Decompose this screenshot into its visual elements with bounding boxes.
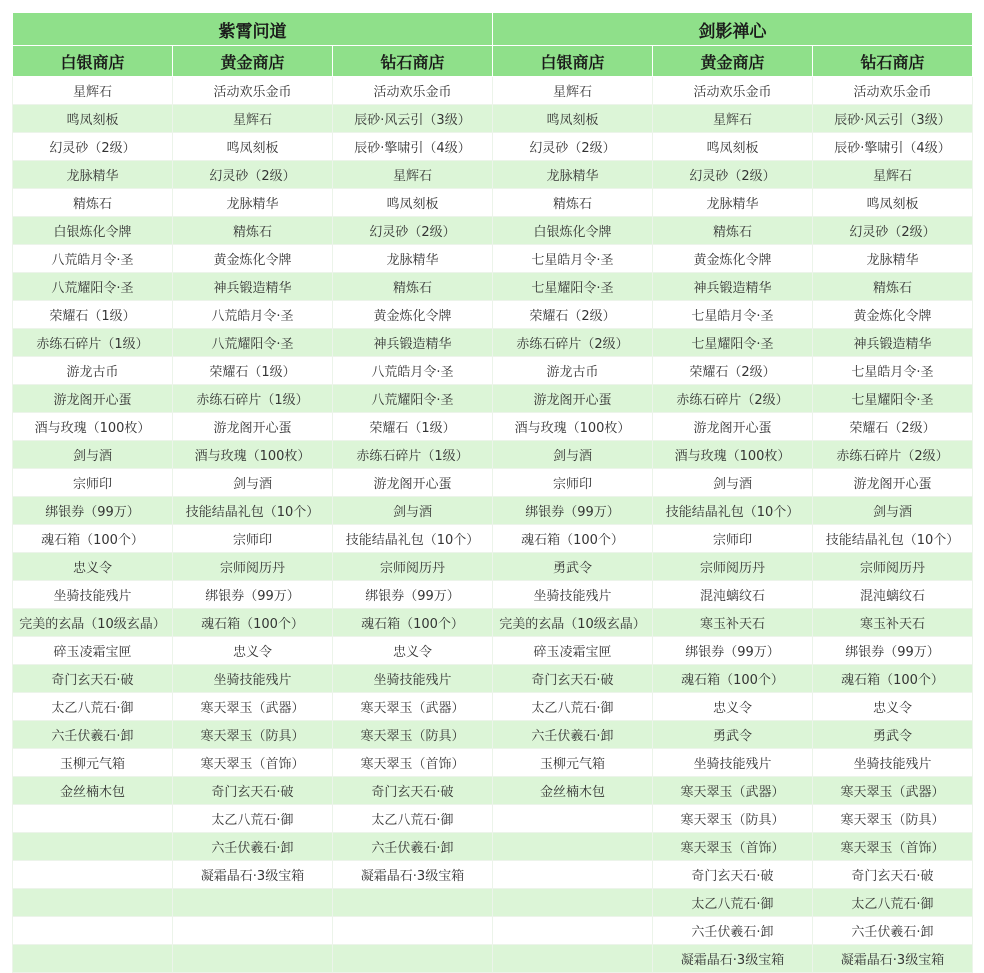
table-cell: 绑银券（99万） — [493, 497, 653, 525]
table-cell: 宗师阅历丹 — [173, 553, 333, 581]
shop-header-diamond: 钻石商店 — [813, 46, 973, 77]
table-row — [13, 77, 973, 105]
table-cell: 魂石箱（100个） — [493, 525, 653, 553]
shop-header-silver: 白银商店 — [13, 46, 173, 77]
table-cell: 宗师阅历丹 — [333, 553, 493, 581]
table-cell: 星辉石 — [333, 161, 493, 189]
shop-header-silver: 白银商店 — [493, 46, 653, 77]
table-cell: 宗师印 — [653, 525, 813, 553]
table-cell: 赤练石碎片（1级） — [13, 329, 173, 357]
table-cell: 寒天翠玉（武器） — [333, 693, 493, 721]
table-cell: 坐骑技能残片 — [813, 749, 973, 777]
table-cell: 星辉石 — [493, 77, 653, 105]
table-cell — [13, 833, 173, 861]
table-cell: 六壬伏羲石·卸 — [333, 833, 493, 861]
table-row — [13, 805, 973, 833]
table-cell: 技能结晶礼包（10个） — [653, 497, 813, 525]
table-cell: 完美的玄晶（10级玄晶） — [13, 609, 173, 637]
table-cell: 八荒耀阳令·圣 — [173, 329, 333, 357]
table-cell: 剑与酒 — [13, 441, 173, 469]
table-cell: 酒与玫瑰（100枚） — [493, 413, 653, 441]
table-cell: 龙脉精华 — [493, 161, 653, 189]
table-cell: 奇门玄天石·破 — [653, 861, 813, 889]
table-cell: 酒与玫瑰（100枚） — [653, 441, 813, 469]
table-cell: 太乙八荒石·御 — [333, 805, 493, 833]
table-row — [13, 329, 973, 357]
table-cell: 剑与酒 — [173, 469, 333, 497]
shop-items-table — [12, 12, 973, 973]
table-cell: 酒与玫瑰（100枚） — [13, 413, 173, 441]
table-cell — [13, 805, 173, 833]
table-cell — [493, 945, 653, 973]
table-cell: 太乙八荒石·御 — [653, 889, 813, 917]
table-cell: 奇门玄天石·破 — [13, 665, 173, 693]
table-cell: 酒与玫瑰（100枚） — [173, 441, 333, 469]
table-cell: 精炼石 — [653, 217, 813, 245]
table-cell: 游龙古币 — [493, 357, 653, 385]
table-cell: 辰砂·擎啸引（4级） — [333, 133, 493, 161]
table-cell: 坐骑技能残片 — [653, 749, 813, 777]
table-cell: 辰砂·擎啸引（4级） — [813, 133, 973, 161]
table-cell: 寒天翠玉（首饰） — [813, 833, 973, 861]
table-cell: 忠义令 — [653, 693, 813, 721]
table-cell: 剑与酒 — [653, 469, 813, 497]
table-cell: 黄金炼化令牌 — [333, 301, 493, 329]
table-cell: 七星耀阳令·圣 — [653, 329, 813, 357]
group-header-ziyao: 紫霄问道 — [13, 13, 493, 46]
table-cell: 勇武令 — [493, 553, 653, 581]
table-cell — [493, 917, 653, 945]
table-cell: 鸣凤刻板 — [333, 189, 493, 217]
table-cell: 宗师印 — [13, 469, 173, 497]
table-row — [13, 917, 973, 945]
table-cell: 六壬伏羲石·卸 — [813, 917, 973, 945]
table-cell: 寒天翠玉（武器） — [813, 777, 973, 805]
table-cell: 游龙阁开心蛋 — [173, 413, 333, 441]
table-cell: 碎玉凌霜宝匣 — [493, 637, 653, 665]
table-cell: 赤练石碎片（2级） — [653, 385, 813, 413]
group-header-row — [13, 13, 973, 46]
table-cell: 太乙八荒石·御 — [13, 693, 173, 721]
table-cell: 星辉石 — [173, 105, 333, 133]
table-cell: 幻灵砂（2级） — [13, 133, 173, 161]
table-row — [13, 469, 973, 497]
table-cell: 幻灵砂（2级） — [333, 217, 493, 245]
table-cell — [493, 889, 653, 917]
table-cell: 寒天翠玉（防具） — [333, 721, 493, 749]
table-cell — [493, 833, 653, 861]
table-cell: 龙脉精华 — [13, 161, 173, 189]
table-row — [13, 721, 973, 749]
table-row — [13, 945, 973, 973]
table-cell: 坐骑技能残片 — [13, 581, 173, 609]
table-cell: 魂石箱（100个） — [813, 665, 973, 693]
table-cell: 六壬伏羲石·卸 — [13, 721, 173, 749]
table-cell — [493, 861, 653, 889]
table-cell: 寒天翠玉（武器） — [653, 777, 813, 805]
table-cell: 龙脉精华 — [333, 245, 493, 273]
table-cell: 活动欢乐金币 — [333, 77, 493, 105]
table-cell: 寒天翠玉（首饰） — [333, 749, 493, 777]
shop-items-body — [13, 77, 973, 973]
table-cell: 精炼石 — [813, 273, 973, 301]
table-cell: 金丝楠木包 — [493, 777, 653, 805]
table-cell: 寒天翠玉（防具） — [653, 805, 813, 833]
table-cell: 玉柳元气箱 — [13, 749, 173, 777]
table-cell: 神兵锻造精华 — [173, 273, 333, 301]
table-cell: 寒玉补天石 — [813, 609, 973, 637]
table-cell — [333, 917, 493, 945]
table-cell: 七星耀阳令·圣 — [813, 385, 973, 413]
table-cell: 完美的玄晶（10级玄晶） — [493, 609, 653, 637]
table-cell: 混沌螭纹石 — [653, 581, 813, 609]
table-cell: 活动欢乐金币 — [813, 77, 973, 105]
table-cell: 七星耀阳令·圣 — [493, 273, 653, 301]
table-cell: 绑银券（99万） — [653, 637, 813, 665]
table-cell: 奇门玄天石·破 — [333, 777, 493, 805]
table-cell: 荣耀石（1级） — [173, 357, 333, 385]
table-cell: 技能结晶礼包（10个） — [813, 525, 973, 553]
table-cell: 八荒皓月令·圣 — [13, 245, 173, 273]
table-cell: 龙脉精华 — [653, 189, 813, 217]
table-cell: 凝霜晶石·3级宝箱 — [173, 861, 333, 889]
table-cell: 寒天翠玉（首饰） — [173, 749, 333, 777]
shop-header-row — [13, 46, 973, 77]
table-cell: 荣耀石（2级） — [493, 301, 653, 329]
table-cell: 龙脉精华 — [813, 245, 973, 273]
table-cell: 幻灵砂（2级） — [813, 217, 973, 245]
table-row — [13, 609, 973, 637]
table-row — [13, 413, 973, 441]
table-cell: 星辉石 — [813, 161, 973, 189]
table-cell: 寒天翠玉（首饰） — [653, 833, 813, 861]
table-row — [13, 861, 973, 889]
table-row — [13, 217, 973, 245]
table-cell: 游龙古币 — [13, 357, 173, 385]
table-row — [13, 189, 973, 217]
table-cell — [493, 805, 653, 833]
table-cell: 宗师阅历丹 — [653, 553, 813, 581]
table-cell: 神兵锻造精华 — [333, 329, 493, 357]
table-cell: 八荒耀阳令·圣 — [13, 273, 173, 301]
table-row — [13, 581, 973, 609]
table-cell: 凝霜晶石·3级宝箱 — [653, 945, 813, 973]
table-cell: 勇武令 — [813, 721, 973, 749]
table-cell: 赤练石碎片（2级） — [813, 441, 973, 469]
table-cell: 精炼石 — [13, 189, 173, 217]
table-cell: 绑银券（99万） — [813, 637, 973, 665]
table-cell — [13, 889, 173, 917]
table-cell: 精炼石 — [333, 273, 493, 301]
table-row — [13, 777, 973, 805]
table-cell: 六壬伏羲石·卸 — [653, 917, 813, 945]
table-cell: 坐骑技能残片 — [333, 665, 493, 693]
table-cell: 寒玉补天石 — [653, 609, 813, 637]
table-cell: 忠义令 — [333, 637, 493, 665]
table-cell — [173, 889, 333, 917]
table-cell: 金丝楠木包 — [13, 777, 173, 805]
table-cell: 绑银券（99万） — [173, 581, 333, 609]
table-cell: 活动欢乐金币 — [173, 77, 333, 105]
table-cell: 勇武令 — [653, 721, 813, 749]
table-row — [13, 441, 973, 469]
table-cell: 奇门玄天石·破 — [493, 665, 653, 693]
table-row — [13, 525, 973, 553]
table-cell: 星辉石 — [13, 77, 173, 105]
table-cell: 六壬伏羲石·卸 — [493, 721, 653, 749]
table-cell: 黄金炼化令牌 — [813, 301, 973, 329]
table-cell — [333, 945, 493, 973]
table-cell: 奇门玄天石·破 — [813, 861, 973, 889]
table-cell: 七星皓月令·圣 — [653, 301, 813, 329]
table-cell: 碎玉凌霜宝匣 — [13, 637, 173, 665]
table-row — [13, 105, 973, 133]
table-cell: 活动欢乐金币 — [653, 77, 813, 105]
table-cell: 凝霜晶石·3级宝箱 — [333, 861, 493, 889]
table-cell: 奇门玄天石·破 — [173, 777, 333, 805]
table-row — [13, 665, 973, 693]
table-cell: 宗师印 — [493, 469, 653, 497]
table-cell: 星辉石 — [653, 105, 813, 133]
table-cell: 太乙八荒石·御 — [173, 805, 333, 833]
table-cell: 魂石箱（100个） — [173, 609, 333, 637]
table-cell: 七星皓月令·圣 — [813, 357, 973, 385]
table-cell — [13, 917, 173, 945]
table-cell: 赤练石碎片（2级） — [493, 329, 653, 357]
table-row — [13, 301, 973, 329]
table-cell: 赤练石碎片（1级） — [333, 441, 493, 469]
table-row — [13, 889, 973, 917]
table-cell: 宗师印 — [173, 525, 333, 553]
table-cell: 白银炼化令牌 — [13, 217, 173, 245]
table-cell: 七星皓月令·圣 — [493, 245, 653, 273]
table-cell: 鸣凤刻板 — [493, 105, 653, 133]
table-cell: 荣耀石（1级） — [13, 301, 173, 329]
table-row — [13, 161, 973, 189]
table-cell: 辰砂·风云引（3级） — [333, 105, 493, 133]
table-row — [13, 833, 973, 861]
table-cell: 技能结晶礼包（10个） — [173, 497, 333, 525]
table-cell — [173, 917, 333, 945]
table-cell — [173, 945, 333, 973]
table-row — [13, 245, 973, 273]
table-cell: 黄金炼化令牌 — [653, 245, 813, 273]
table-cell: 太乙八荒石·御 — [813, 889, 973, 917]
table-cell: 绑银券（99万） — [13, 497, 173, 525]
table-cell — [333, 889, 493, 917]
table-cell: 剑与酒 — [813, 497, 973, 525]
table-cell: 混沌螭纹石 — [813, 581, 973, 609]
table-cell: 技能结晶礼包（10个） — [333, 525, 493, 553]
table-row — [13, 749, 973, 777]
table-cell: 幻灵砂（2级） — [493, 133, 653, 161]
table-cell — [13, 945, 173, 973]
table-cell: 玉柳元气箱 — [493, 749, 653, 777]
table-row — [13, 553, 973, 581]
table-cell: 鸣凤刻板 — [653, 133, 813, 161]
table-row — [13, 693, 973, 721]
table-cell: 忠义令 — [13, 553, 173, 581]
table-cell: 鸣凤刻板 — [173, 133, 333, 161]
table-cell: 精炼石 — [173, 217, 333, 245]
table-cell: 辰砂·风云引（3级） — [813, 105, 973, 133]
shop-header-gold: 黄金商店 — [173, 46, 333, 77]
table-cell: 忠义令 — [173, 637, 333, 665]
table-cell: 剑与酒 — [493, 441, 653, 469]
table-cell — [13, 861, 173, 889]
table-cell: 游龙阁开心蛋 — [493, 385, 653, 413]
table-cell: 鸣凤刻板 — [13, 105, 173, 133]
table-cell: 游龙阁开心蛋 — [813, 469, 973, 497]
table-cell: 荣耀石（1级） — [333, 413, 493, 441]
table-cell: 坐骑技能残片 — [173, 665, 333, 693]
table-cell: 荣耀石（2级） — [813, 413, 973, 441]
table-cell: 神兵锻造精华 — [653, 273, 813, 301]
table-cell: 八荒皓月令·圣 — [173, 301, 333, 329]
table-cell: 八荒耀阳令·圣 — [333, 385, 493, 413]
table-cell: 黄金炼化令牌 — [173, 245, 333, 273]
table-cell: 凝霜晶石·3级宝箱 — [813, 945, 973, 973]
table-cell: 八荒皓月令·圣 — [333, 357, 493, 385]
table-cell: 绑银券（99万） — [333, 581, 493, 609]
table-cell: 剑与酒 — [333, 497, 493, 525]
table-cell: 魂石箱（100个） — [333, 609, 493, 637]
table-cell: 龙脉精华 — [173, 189, 333, 217]
table-row — [13, 357, 973, 385]
table-cell: 游龙阁开心蛋 — [653, 413, 813, 441]
table-cell: 幻灵砂（2级） — [173, 161, 333, 189]
table-cell: 寒天翠玉（防具） — [813, 805, 973, 833]
table-cell: 荣耀石（2级） — [653, 357, 813, 385]
table-cell: 寒天翠玉（防具） — [173, 721, 333, 749]
shop-table-container — [12, 12, 972, 973]
table-cell: 游龙阁开心蛋 — [13, 385, 173, 413]
group-header-jianying: 剑影禅心 — [493, 13, 973, 46]
table-cell: 赤练石碎片（1级） — [173, 385, 333, 413]
table-row — [13, 385, 973, 413]
table-cell: 太乙八荒石·御 — [493, 693, 653, 721]
table-row — [13, 273, 973, 301]
shop-header-gold: 黄金商店 — [653, 46, 813, 77]
table-cell: 宗师阅历丹 — [813, 553, 973, 581]
table-cell: 忠义令 — [813, 693, 973, 721]
shop-header-diamond: 钻石商店 — [333, 46, 493, 77]
table-cell: 鸣凤刻板 — [813, 189, 973, 217]
table-cell: 寒天翠玉（武器） — [173, 693, 333, 721]
table-cell: 幻灵砂（2级） — [653, 161, 813, 189]
table-cell: 游龙阁开心蛋 — [333, 469, 493, 497]
table-cell: 白银炼化令牌 — [493, 217, 653, 245]
table-cell: 精炼石 — [493, 189, 653, 217]
table-cell: 坐骑技能残片 — [493, 581, 653, 609]
table-row — [13, 133, 973, 161]
table-cell: 魂石箱（100个） — [13, 525, 173, 553]
table-cell: 魂石箱（100个） — [653, 665, 813, 693]
table-row — [13, 637, 973, 665]
table-cell: 神兵锻造精华 — [813, 329, 973, 357]
table-cell: 六壬伏羲石·卸 — [173, 833, 333, 861]
table-row — [13, 497, 973, 525]
